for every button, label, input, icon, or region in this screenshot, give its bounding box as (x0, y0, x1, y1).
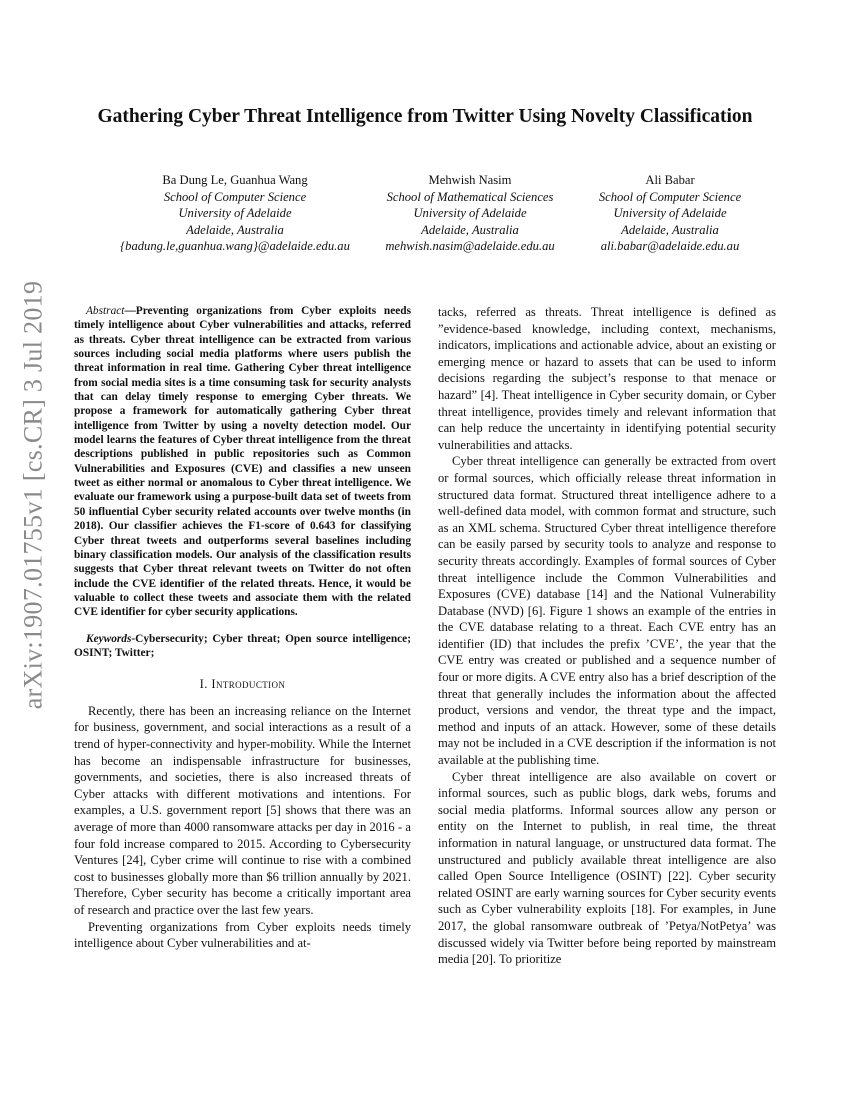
keywords-label: Keywords (86, 632, 132, 645)
author-school: School of Mathematical Sciences (386, 189, 554, 204)
author-3 (580, 172, 760, 255)
right-column (438, 304, 776, 968)
author-location: Adelaide, Australia (621, 222, 719, 237)
body-paragraph: Cyber threat intelligence can generally be extracted from overt or formal sources, which officially release threat information in structured data format. Structured threat intelligence adhere to a well-defined data model, with common format and structure, such as an XML schema. Structured Cyber threat intelligence therefore can be easily parsed by security tools to analyze and response to security threats accordingly. Examples of formal sources of Cyber threat intelligence include the Common Vulnerabilities and Exposures (CVE) database [14] and the National Vulnerability Database (NVD) [6]. Figure 1 shows an example of the entries in the CVE database relating to a threat. Each CVE entry has an identifier (ID) that includes the prefix ’CVE’, the year that the CVE entry was created or published and a sequence number of four or more digits. A CVE entry also has a brief description of the threat that generally includes the information about the affected product, versions and vendor, the threat type and the impact, method and inputs of an attack. However, some of these details may not be included in a CVE description if the information is not available at the publishing time. (438, 454, 776, 768)
author-university: University of Adelaide (613, 206, 727, 220)
section-number: I. (199, 677, 212, 692)
section-heading-introduction (74, 676, 411, 693)
keywords (74, 632, 411, 661)
author-1 (100, 172, 370, 255)
abstract-label: Abstract (86, 305, 125, 317)
author-email: ali.babar@adelaide.edu.au (600, 239, 740, 253)
author-name: Ali Babar (645, 173, 695, 187)
author-block (0, 172, 850, 262)
author-school: School of Computer Science (598, 189, 742, 204)
author-email: mehwish.nasim@adelaide.edu.au (385, 239, 555, 253)
body-paragraph: Recently, there has been an increasing reliance on the Internet for business, government, and social interactions as a result of a trend of hyper-connectivity and hyper-mobility. While the Internet has become an indispensable infrastructure for businesses, governments, and societies, there is also increased threats of Cyber attacks with different motivations and intentions. For examples, a U.S. government report [5] shows that there was an average of more than 4000 ransomware attacks per day in 2016 - a four fold increase compared to 2015. According to Cybersecurity Ventures [24], Cyber crime will continue to rise with a combined cost to businesses globally more than $6 trillion annually by 2021. Therefore, Cyber security has become a critically important area of research and practice over the last few years. (74, 703, 411, 917)
abstract-text: —Preventing organizations from Cyber exploits needs timely intelligence about Cyber vulnerabilities and attacks, referred as threats. Cyber threat intelligence can be extracted from various sources including social media platforms where users publish the threat information in real time. Gathering Cyber threat intelligence from social media sites is a time consuming task for security analysts that can delay timely response to emerging Cyber threats. We propose a framework for automatically gathering Cyber threat intelligence from Twitter by using a novelty detection model. Our model learns the features of Cyber threat intelligence from the threat descriptions published in public repositories such as Common Vulnerabilities and Exposures (CVE) and classifies a new unseen tweet as either normal or anomalous to Cyber threat intelligence. We evaluate our framework using a purpose-built data set of tweets from 50 influential Cyber security related accounts over twelve months (in 2018). Our classifier achieves the F1-score of 0.643 for classifying Cyber threat tweets and outperforms several baselines including binary classification models. Our analysis of the classification results suggests that Cyber threat relevant tweets on Twitter do not often include the CVE identifier of the related threats. Hence, it would be valuable to collect these tweets and associate them with the related CVE identifier for cyber security applications. (74, 305, 411, 619)
author-name: Mehwish Nasim (428, 173, 512, 187)
section-title: Introduction (211, 677, 286, 692)
arxiv-identifier-stamp (8, 280, 58, 710)
keywords-text: -Cybersecurity; Cyber threat; Open source intelligence; OSINT; Twitter; (74, 632, 411, 659)
author-location: Adelaide, Australia (186, 222, 284, 237)
left-column (74, 304, 411, 952)
author-university: University of Adelaide (413, 206, 527, 220)
author-name: Ba Dung Le, Guanhua Wang (162, 173, 308, 187)
body-paragraph: Cyber threat intelligence are also available on covert or informal sources, such as public blogs, dark webs, forums and social media platforms. Informal sources allow any person or entity on the Internet to publish, in real time, the threat information in natural language, or unstructured data format. The unstructured and publicly available threat intelligence are also called Open Source Intelligence (OSINT) [22]. Cyber security related OSINT are early warning sources for Cyber security events such as Cyber vulnerability exploits [18]. For examples, in June 2017, the global ransomware outbreak of ’Petya/NotPetya’ was discussed widely via Twitter before being reported by mainstream media [20]. To prioritize (438, 769, 776, 967)
author-school: School of Computer Science (163, 189, 307, 204)
author-email: {badung.le,guanhua.wang}@adelaide.edu.au (120, 239, 350, 253)
body-paragraph: Preventing organizations from Cyber exploits needs timely intelligence about Cyber vulnerabilities and at- (74, 919, 411, 951)
author-location: Adelaide, Australia (421, 222, 519, 237)
author-2 (365, 172, 575, 255)
arxiv-identifier-text: arXiv:1907.01755v1 [cs.CR] 3 Jul 2019 (18, 280, 47, 710)
author-university: University of Adelaide (178, 206, 292, 220)
paper-title: Gathering Cyber Threat Intelligence from Twitter Using Novelty Classification (97, 106, 753, 127)
body-paragraph: tacks, referred as threats. Threat intelligence is defined as ”evidence-based knowledge, including context, mechanisms, indicators, implications and actionable advice, about an existing or emerging mence or hazard to assets that can be used to inform decisions regarding the subject’s response to that menace or hazard” [4]. Theat intelligence in Cyber security domain, or Cyber threat intelligence, provides timely and relevant information that can help reduce the uncertainty in identifying potential security vulnerabilities and attacks. (438, 305, 776, 452)
abstract (74, 304, 411, 620)
